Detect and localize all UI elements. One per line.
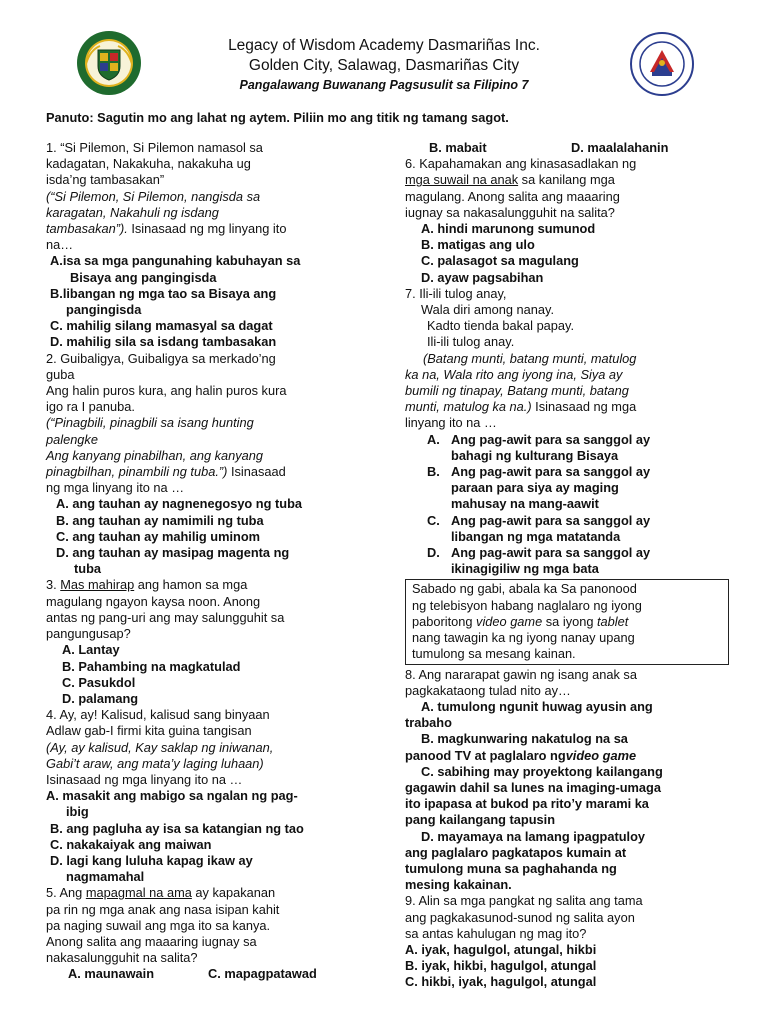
options-row — [46, 966, 368, 982]
translation-text: ka na, Wala rito ang iyong ina, Siya ay — [405, 366, 623, 382]
option-b[interactable]: B. Pahambing na magkatulad — [62, 658, 241, 674]
question-text: Isinasaad ng mga linyang ito na … — [46, 771, 243, 787]
question-text: 1. “Si Pilemon, Si Pilemon namasol sa — [46, 140, 263, 155]
question-text: 8. Ang nararapat gawin ng isang anak sa — [405, 666, 637, 682]
question-text: igo ra I panuba. — [46, 399, 135, 415]
header-text — [150, 36, 618, 94]
question-text: 5. Ang mapagmal na ama ay kapakanan — [46, 885, 276, 901]
option-d-cont: nagmamahal — [66, 869, 145, 885]
left-column — [46, 140, 368, 983]
option-d-cont: tuba — [74, 561, 102, 577]
question-text: sa antas kahulugan ng mag ito? — [405, 925, 587, 941]
option-c-cont: gagawin dahil sa lunes na imaging-umaga — [405, 779, 661, 795]
option-c[interactable]: C. hikbi, iyak, hagulgol, atungal — [405, 974, 597, 990]
question-text: ng mga linyang ito na … — [46, 480, 185, 496]
option-c-cont: ito ipapasa at bukod pa rito’y marami ka — [405, 796, 649, 812]
question-8 — [405, 667, 735, 894]
question-text: ang pagkakasunod-sunod ng salita ayon — [405, 909, 635, 925]
question-text: magulang. Anong salita ang maaaring — [405, 188, 620, 204]
option-b[interactable]: B. matigas ang ulo — [421, 237, 535, 253]
question-text: 4. Ay, ay! Kalisud, kalisud sang binyaan — [46, 707, 270, 723]
option-a-cont: bahagi ng kulturang Bisaya — [451, 447, 619, 463]
question-text: 6. Kapahamakan ang kinasasadlakan ng — [405, 156, 637, 172]
translation-text: Ang kanyang pinabilhan, ang kanyang — [46, 447, 264, 463]
option-c[interactable]: C. Pasukdol — [62, 674, 136, 690]
question-text: magulang ngayon kaysa noon. Anong — [46, 593, 261, 609]
question-9 — [405, 893, 735, 990]
option-d-cont: ang paglalaro pagkatapos kumain at — [405, 844, 627, 860]
option-b[interactable]: B. Ang pag-awit para sa sanggol ay — [427, 464, 651, 480]
scenario-text: ng telebisyon habang naglalaro ng iyong — [412, 597, 642, 613]
option-a[interactable]: A. Lantay — [62, 642, 120, 658]
question-text: antas ng pang-uri ang may salungguhit sa — [46, 609, 285, 625]
question-text: guba — [46, 366, 75, 382]
option-c-cont: pang kailangang tapusin — [405, 812, 556, 828]
question-text: Ili-ili tulog anay. — [427, 334, 515, 350]
question-text: na… — [46, 237, 74, 253]
question-text: nakasalungguhit na salita? — [46, 950, 198, 966]
school-address: Golden City, Salawag, Dasmariñas City — [248, 57, 520, 74]
translation-text: (“Pinagbili, pinagbili sa isang hunting — [46, 415, 254, 431]
question-text: 7. Ili-ili tulog anay, — [405, 285, 507, 301]
question-text: 3. Mas mahirap ang hamon sa mga — [46, 577, 248, 593]
option-a[interactable]: A. ang tauhan ay nagnenegosyo ng tuba — [56, 496, 303, 512]
deped-seal-icon — [630, 32, 694, 96]
option-c[interactable]: C. mapagpatawad — [208, 966, 317, 982]
option-a[interactable]: A. iyak, hagulgol, atungal, hikbi — [405, 941, 597, 957]
option-b-cont: panood TV at paglalaro ng video game — [405, 747, 637, 763]
option-c[interactable]: C. nakakaiyak ang maiwan — [50, 836, 212, 852]
question-text: pa naging suwail ang mga ito sa kanya. — [46, 917, 271, 933]
option-d[interactable]: D. mayamaya na lamang ipagpatuloy — [421, 828, 646, 844]
option-d[interactable]: D. mahilig sila sa isdang tambasakan — [50, 334, 277, 350]
question-3 — [46, 577, 368, 707]
translation-text: (Ay, ay kalisud, Kay saklap ng iniwanan, — [46, 739, 274, 755]
scenario-text: paboritong video game sa iyong tablet — [412, 613, 629, 629]
question-text: mga suwail na anak sa kanilang mga — [405, 172, 615, 188]
instructions: Panuto: Sagutin mo ang lahat ng aytem. Piliin mo ang titik ng tamang sagot. — [46, 110, 509, 125]
option-a-cont: ibig — [66, 804, 89, 820]
document-header — [0, 30, 768, 100]
question-text: pinagbilhan, pinambili ng tuba.”) Isinasaad — [46, 464, 286, 480]
option-b-cont: paraan para siya ay maging — [451, 480, 619, 496]
option-b-cont: mahusay na mang-aawit — [451, 496, 599, 512]
question-6 — [405, 156, 735, 286]
question-text: munti, matulog ka na.) Isinasaad ng mga — [405, 399, 637, 415]
option-a[interactable]: A. Ang pag-awit para sa sanggol ay — [427, 431, 651, 447]
option-d[interactable]: D. lagi kang luluha kapag ikaw ay — [50, 852, 253, 868]
question-text: pagkakataong tulad nito ay… — [405, 682, 571, 698]
option-b[interactable]: B. ang tauhan ay namimili ng tuba — [56, 512, 264, 528]
option-a[interactable]: A. isa sa mga pangunahing kabuhayan sa — [50, 253, 301, 269]
question-text: kadagatan, Nakakuha, nakakuha ug — [46, 156, 251, 172]
option-c[interactable]: C. Ang pag-awit para sa sanggol ay — [427, 512, 651, 528]
question-2 — [46, 351, 368, 578]
translation-text: karagatan, Nakahuli ng isdang — [46, 204, 219, 220]
option-b[interactable]: B. iyak, hikbi, hagulgol, atungal — [405, 958, 597, 974]
option-b[interactable]: B. magkunwaring nakatulog na sa — [421, 731, 628, 747]
option-a-cont: Bisaya ang pangingisda — [70, 269, 217, 285]
question-text: Ang halin puros kura, ang halin puros kura — [46, 383, 287, 399]
option-d-cont: tumulong muna sa paghahanda ng — [405, 860, 617, 876]
option-d[interactable]: D. Ang pag-awit para sa sanggol ay — [427, 545, 651, 561]
question-5 — [46, 885, 368, 982]
option-c-cont: libangan ng mga matatanda — [451, 528, 621, 544]
question-text: 2. Guibaligya, Guibaligya sa merkado’ng — [46, 350, 276, 366]
question-text: Anong salita ang maaaring iugnay sa — [46, 933, 257, 949]
school-logo-icon — [76, 30, 142, 96]
option-c[interactable]: C. ang tauhan ay mahilig uminom — [56, 528, 261, 544]
question-4 — [46, 707, 368, 885]
right-column — [405, 140, 735, 991]
question-text: isda’ng tambasakan” — [46, 172, 165, 188]
exam-title: Pangalawang Buwanang Pagsusulit sa Filipino 7 — [239, 78, 529, 92]
question-text: linyang ito na … — [405, 415, 497, 431]
option-a-cont: trabaho — [405, 715, 452, 731]
option-c[interactable]: C. palasagot sa magulang — [421, 253, 579, 269]
option-d-cont: mesing kakainan. — [405, 877, 512, 893]
option-d[interactable]: D. ayaw pagsabihan — [421, 269, 544, 285]
question-7 — [405, 286, 735, 578]
option-b[interactable]: B. mabait — [429, 140, 487, 155]
question-1 — [46, 140, 368, 351]
question-text: tambasakan”). Isinasaad ng mg linyang ito — [46, 221, 287, 237]
scenario-text: nang tawagin ka ng iyong nanay upang — [412, 630, 635, 646]
question-text: iugnay sa nakasalungguhit na salita? — [405, 204, 615, 220]
question-text: Adlaw gab-I firmi kita guina tangisan — [46, 723, 252, 739]
option-b[interactable]: B. libangan ng mga tao sa Bisaya ang — [50, 285, 277, 301]
option-a[interactable]: A. hindi marunong sumunod — [421, 221, 596, 237]
option-a[interactable]: A. tumulong ngunit huwag ayusin ang — [421, 698, 653, 714]
scenario-text: Sabado ng gabi, abala ka Sa panonood — [412, 581, 637, 597]
option-d[interactable]: D. palamang — [62, 690, 139, 706]
translation-text: (“Si Pilemon, Si Pilemon, nangisda sa — [46, 188, 261, 204]
option-d[interactable]: D. maalalahanin — [571, 140, 669, 155]
options-row-q5 — [405, 140, 735, 156]
scenario-box — [405, 579, 729, 664]
option-a[interactable]: A. maunawain — [68, 966, 155, 982]
question-text: pangungusap? — [46, 626, 131, 642]
option-d[interactable]: D. ang tauhan ay masipag magenta ng — [56, 545, 290, 561]
translation-text: palengke — [46, 431, 98, 447]
translation-text: Gabi’t araw, ang mata’y laging luhaan) — [46, 755, 264, 771]
option-c[interactable]: C. mahilig silang mamasyal sa dagat — [50, 318, 273, 334]
translation-text: (Batang munti, batang munti, matulog — [423, 350, 637, 366]
question-text: pa rin ng mga anak ang nasa isipan kahit — [46, 901, 280, 917]
question-text: Wala diri among nanay. — [421, 302, 555, 318]
option-d-cont: ikinagigiliw ng mga bata — [451, 561, 599, 577]
option-a[interactable]: A. masakit ang mabigo sa ngalan ng pag- — [46, 788, 298, 804]
scenario-text: tumulong sa mesang kainan. — [412, 646, 576, 662]
option-c[interactable]: C. sabihing may proyektong kailangang — [421, 763, 663, 779]
translation-text: bumili ng tinapay, Batang munti, batang — [405, 383, 629, 399]
question-text: 9. Alin sa mga pangkat ng salita ang tama — [405, 893, 643, 909]
option-b-cont: pangingisda — [66, 302, 142, 318]
question-text: Kadto tienda bakal papay. — [427, 318, 575, 334]
option-b[interactable]: B. ang pagluha ay isa sa katangian ng tao — [50, 820, 304, 836]
school-name: Legacy of Wisdom Academy Dasmariñas Inc. — [228, 37, 540, 54]
